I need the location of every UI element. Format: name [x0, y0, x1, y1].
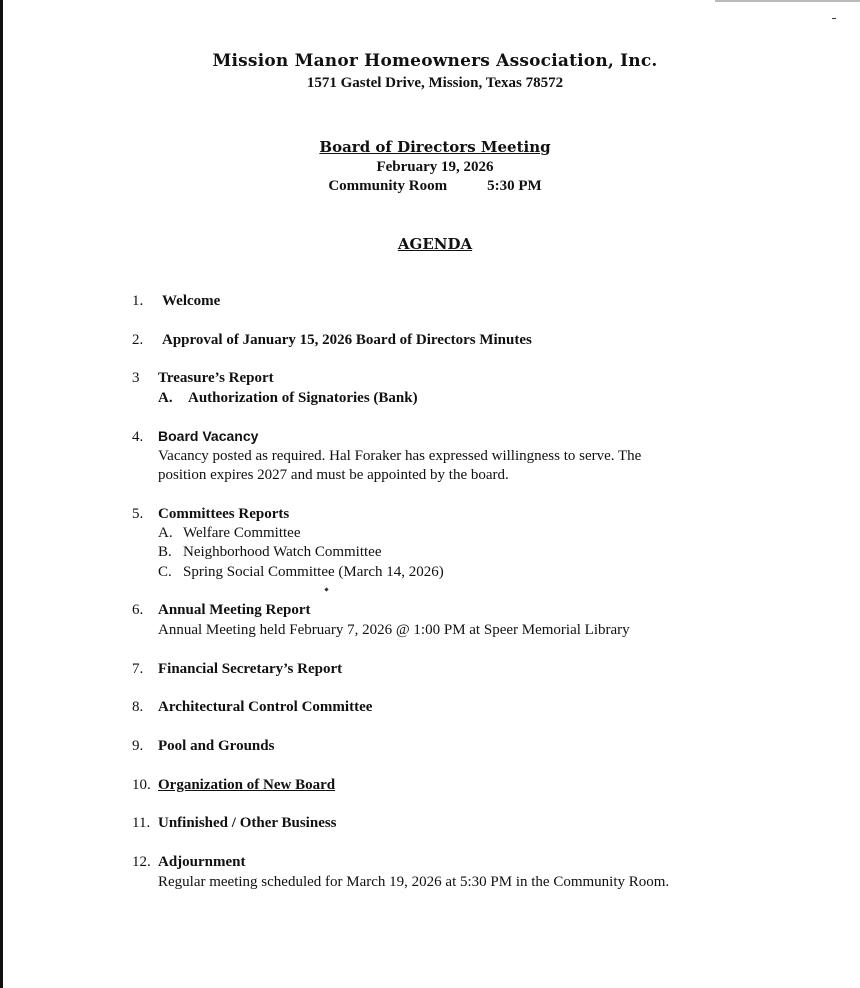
agenda-item-note: Vacancy posted as required. Hal Foraker has expressed willingness to serve. The: [158, 448, 642, 464]
agenda-subitem-text: Welfare Committee: [183, 525, 301, 541]
agenda-item-note: Annual Meeting held February 7, 2026 @ 1:00 PM at Speer Memorial Library: [158, 622, 630, 638]
agenda-title: AGENDA: [397, 235, 473, 253]
agenda-subitem: [158, 562, 444, 582]
meeting-time: 5:30 PM: [487, 178, 542, 194]
agenda-item-title: Approval of January 15, 2026 Board of Directors Minutes: [162, 332, 532, 348]
agenda-item-note: position expires 2027 and must be appointed by the board.: [158, 467, 509, 483]
agenda-subitem: [158, 542, 381, 562]
agenda-item-number: 1.: [132, 293, 144, 309]
agenda-item-title: Committees Reports: [158, 506, 290, 522]
agenda-item-number: 2.: [132, 332, 144, 348]
agenda-subitem: [158, 388, 418, 408]
agenda-item: [132, 813, 337, 833]
agenda-item: [132, 736, 274, 756]
agenda-item-title: Architectural Control Committee: [158, 699, 373, 715]
meeting-location: Community Room: [328, 178, 448, 194]
scan-top-edge: [715, 0, 860, 2]
agenda-item-title: Adjournment: [158, 854, 246, 870]
scan-speck: [324, 587, 328, 591]
agenda-subitem-text: Neighborhood Watch Committee: [183, 544, 382, 560]
agenda-subitem-letter: B.: [158, 544, 172, 560]
agenda-item: [132, 504, 289, 524]
agenda-item-note: Regular meeting scheduled for March 19, 2026 at 5:30 PM in the Community Room.: [158, 874, 670, 890]
agenda-subitem: [158, 523, 301, 543]
agenda-item: [132, 697, 372, 717]
agenda-item-title: Board Vacancy: [158, 428, 259, 444]
agenda-item-title: Organization of New Board: [158, 777, 336, 793]
agenda-item-number: 4.: [132, 429, 144, 445]
organization-address: 1571 Gastel Drive, Mission, Texas 78572: [306, 75, 564, 91]
agenda-item-number: 9.: [132, 738, 144, 754]
agenda-item-number: 7.: [132, 661, 144, 677]
agenda-item-number: 10.: [132, 777, 151, 793]
agenda-item: [132, 600, 311, 620]
agenda-item: [132, 330, 532, 350]
agenda-item: [132, 659, 342, 679]
agenda-item: [132, 775, 335, 795]
agenda-item-title: Unfinished / Other Business: [158, 815, 337, 831]
meeting-title: Board of Directors Meeting: [319, 138, 551, 156]
agenda-subitem-letter: C.: [158, 564, 172, 580]
agenda-subitem-text: Spring Social Committee (March 14, 2026): [183, 564, 444, 580]
agenda-subitem-text: Authorization of Signatories (Bank): [188, 390, 418, 406]
agenda-item-title: Treasure’s Report: [158, 370, 274, 386]
agenda-item-number: 3: [132, 370, 140, 386]
agenda-item: [132, 426, 258, 447]
agenda-item-title: Financial Secretary’s Report: [158, 661, 343, 677]
agenda-subitem-letter: A.: [158, 390, 173, 406]
scan-speck: [832, 18, 836, 19]
agenda-item-number: 8.: [132, 699, 144, 715]
agenda-item: [132, 852, 246, 872]
meeting-date: February 19, 2026: [376, 159, 494, 175]
agenda-item-title: Annual Meeting Report: [158, 602, 311, 618]
organization-name: Mission Manor Homeowners Association, Inc.: [212, 51, 658, 71]
agenda-item-number: 6.: [132, 602, 144, 618]
agenda-item: [132, 368, 274, 388]
agenda-item: [132, 291, 220, 311]
meeting-location-time: [0, 178, 860, 195]
agenda-item-number: 12.: [132, 854, 151, 870]
agenda-subitem-letter: A.: [158, 525, 173, 541]
agenda-item-number: 5.: [132, 506, 144, 522]
agenda-item-title: Pool and Grounds: [158, 738, 275, 754]
agenda-item-title: Welcome: [162, 293, 221, 309]
agenda-item-number: 11.: [132, 815, 151, 831]
